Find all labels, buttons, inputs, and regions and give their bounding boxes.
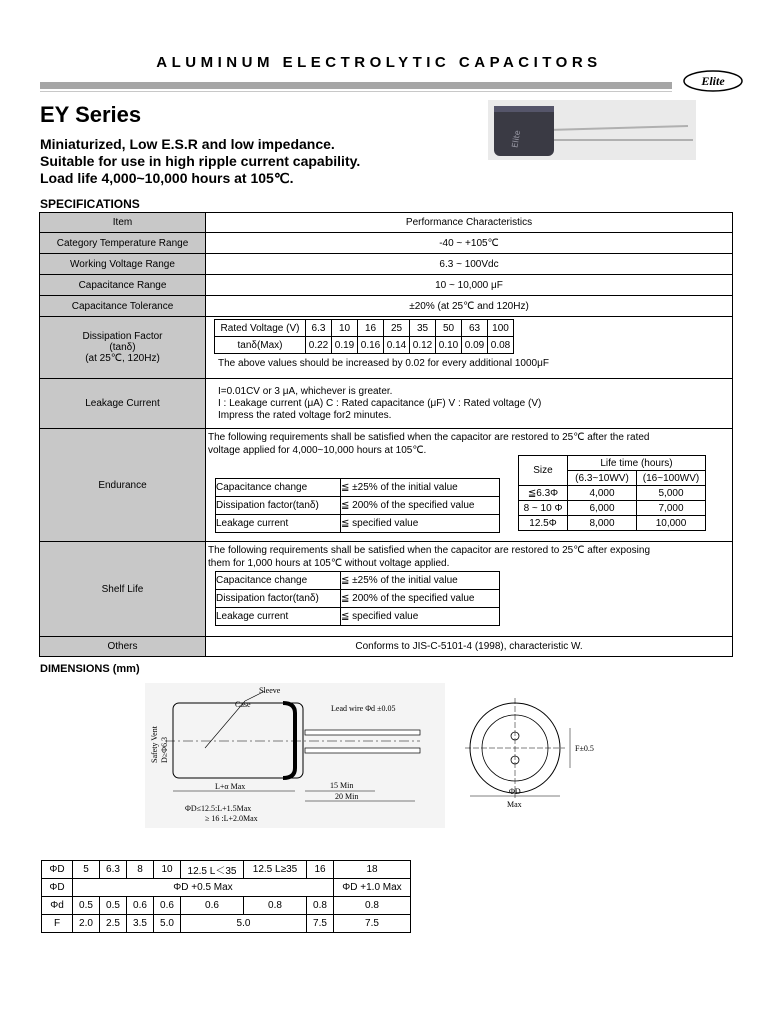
df-label: (tanδ) xyxy=(109,342,136,353)
life-cell: 12.5Φ xyxy=(519,516,568,531)
dim-cell: 18 xyxy=(334,861,411,879)
life-cell: 8,000 xyxy=(568,516,637,531)
header-item: Item xyxy=(40,213,206,233)
dim-row xyxy=(42,915,411,933)
dim-cell: 0.8 xyxy=(307,897,334,915)
endurance-requirements xyxy=(215,478,500,533)
document-title: ALUMINUM ELECTROLYTIC CAPACITORS xyxy=(156,54,602,71)
feature-line: Load life 4,000~10,000 hours at 105℃. xyxy=(40,170,294,186)
specifications-table xyxy=(39,212,733,657)
leakage-value xyxy=(206,379,733,429)
dim-cell: 16 xyxy=(307,861,334,879)
endurance-text: The following requirements shall be satisfied when the capacitor are restored to 25℃ after the rated xyxy=(208,432,650,443)
diameter-label: ΦD xyxy=(509,787,521,796)
tan-cell: 0.19 xyxy=(332,337,358,354)
leakage-line: I : Leakage current (μA) C : Rated capacitance (μF) V : Rated voltage (V) xyxy=(218,397,542,409)
safety-vent-label: Safety Vent xyxy=(150,726,159,763)
endurance-item: Endurance xyxy=(40,429,206,542)
spec-row xyxy=(40,296,733,317)
req-value: ≦ 200% of the specified value xyxy=(341,590,500,608)
dim-cell: 5 xyxy=(73,861,100,879)
dim-row xyxy=(42,879,411,897)
tan-cell: 0.10 xyxy=(436,337,462,354)
header-rule xyxy=(40,82,672,89)
dim-cell: 8 xyxy=(127,861,154,879)
req-value: ≦ 200% of the specified value xyxy=(341,497,500,515)
tan-delta-label: tanδ(Max) xyxy=(215,337,306,354)
pitch-label: F±0.5 xyxy=(575,744,594,753)
dim-cell: 7.5 xyxy=(307,915,334,933)
vent-size-label: D≥Φ6.3 xyxy=(160,736,169,763)
req-label: Capacitance change xyxy=(216,572,341,590)
dim-cell: ΦD +1.0 Max xyxy=(334,879,411,897)
leakage-line: I=0.01CV or 3 μA, whichever is greater. xyxy=(218,385,393,397)
others-row xyxy=(40,637,733,657)
tan-delta-table xyxy=(214,319,514,354)
df-label: (at 25℃, 120Hz) xyxy=(85,353,160,364)
dim-cell: 7.5 xyxy=(334,915,411,933)
life-cell: 6,000 xyxy=(568,501,637,516)
shelf-requirements xyxy=(215,571,500,626)
dim-cell: 5.0 xyxy=(154,915,181,933)
spec-row xyxy=(40,254,733,275)
dim-row xyxy=(42,897,411,915)
spec-value: 6.3 ~ 100Vdc xyxy=(206,254,733,275)
spec-item: Capacitance Tolerance xyxy=(40,296,206,317)
life-time-table xyxy=(518,455,706,531)
dim-cell: 5.0 xyxy=(181,915,307,933)
diameter-max-label: Max xyxy=(507,800,522,809)
lead-wire-top xyxy=(305,730,420,735)
req-label: Dissipation factor(tanδ) xyxy=(216,497,341,515)
lead-wire-bottom xyxy=(305,748,420,753)
dissipation-factor-value xyxy=(206,317,733,379)
req-label: Leakage current xyxy=(216,608,341,626)
tan-cell: 0.16 xyxy=(358,337,384,354)
rv-cell: 63 xyxy=(462,320,488,337)
rv-cell: 10 xyxy=(332,320,358,337)
others-item: Others xyxy=(40,637,206,657)
lead-wire-label: Lead wire Φd ±0.05 xyxy=(331,704,396,713)
life-time-header: Life time (hours) xyxy=(568,456,706,471)
dim-cell: 0.6 xyxy=(181,897,244,915)
dim-cell: 0.8 xyxy=(334,897,411,915)
dissipation-factor-row xyxy=(40,317,733,379)
capacitor-photo xyxy=(488,100,696,160)
shelf-text: them for 1,000 hours at 105℃ without voltage applied. xyxy=(208,558,450,569)
req-value: ≦ specified value xyxy=(341,608,500,626)
dimensions-table xyxy=(41,860,411,933)
life-cell: 4,000 xyxy=(568,486,637,501)
svg-text:Elite: Elite xyxy=(510,129,523,149)
dim-cell: ΦD xyxy=(42,861,73,879)
dim-cell: 3.5 xyxy=(127,915,154,933)
others-value: Conforms to JIS-C-5101-4 (1998), characteristic W. xyxy=(206,637,733,657)
rated-voltage-label: Rated Voltage (V) xyxy=(215,320,306,337)
rv-cell: 50 xyxy=(436,320,462,337)
elite-logo xyxy=(683,70,743,92)
spec-item: Working Voltage Range xyxy=(40,254,206,275)
dim-cell: 6.3 xyxy=(100,861,127,879)
rv-cell: 100 xyxy=(488,320,514,337)
leakage-item: Leakage Current xyxy=(40,379,206,429)
spec-row xyxy=(40,275,733,296)
dim-cell: ΦD xyxy=(42,879,73,897)
length-label: L+α Max xyxy=(215,782,246,791)
dim-cell: 2.0 xyxy=(73,915,100,933)
spec-item: Capacitance Range xyxy=(40,275,206,296)
feature-line: Miniaturized, Low E.S.R and low impedance. xyxy=(40,136,335,152)
df-note: The above values should be increased by 0.02 for every additional 1000μF xyxy=(218,358,549,369)
req-label: Capacitance change xyxy=(216,479,341,497)
req-value: ≦ ±25% of the initial value xyxy=(341,572,500,590)
rv-cell: 6.3 xyxy=(306,320,332,337)
endurance-value xyxy=(206,429,733,542)
dim-cell: 12.5 L≥35 xyxy=(244,861,307,879)
spec-value: ±20% (at 25℃ and 120Hz) xyxy=(206,296,733,317)
dim-cell: 0.5 xyxy=(73,897,100,915)
req-label: Leakage current xyxy=(216,515,341,533)
leakage-row xyxy=(40,379,733,429)
tan-cell: 0.08 xyxy=(488,337,514,354)
sleeve-label: Sleeve xyxy=(259,686,281,695)
dim-cell: 0.5 xyxy=(100,897,127,915)
length-note-2: ≥ 16 :L+2.0Max xyxy=(205,814,258,823)
length-note-1: ΦD≤12.5:L+1.5Max xyxy=(185,804,252,813)
spec-row xyxy=(40,233,733,254)
spec-item: Category Temperature Range xyxy=(40,233,206,254)
shelf-life-value xyxy=(206,542,733,637)
series-title: EY Series xyxy=(40,102,142,127)
dim-cell: 0.6 xyxy=(127,897,154,915)
specifications-heading: SPECIFICATIONS xyxy=(40,197,140,211)
endurance-tables xyxy=(208,457,732,539)
tan-cell: 0.09 xyxy=(462,337,488,354)
rv-cell: 16 xyxy=(358,320,384,337)
dimension-drawing xyxy=(145,683,595,828)
life-cell: 7,000 xyxy=(637,501,706,516)
shelf-life-row xyxy=(40,542,733,637)
endurance-text: voltage applied for 4,000~10,000 hours at 105℃. xyxy=(208,445,427,456)
life-cell: 8 ~ 10 Φ xyxy=(519,501,568,516)
dim-cell: 0.6 xyxy=(154,897,181,915)
dim-cell: 10 xyxy=(154,861,181,879)
req-label: Dissipation factor(tanδ) xyxy=(216,590,341,608)
tan-cell: 0.22 xyxy=(306,337,332,354)
dim-cell: ΦD +0.5 Max xyxy=(73,879,334,897)
header-rule-thin xyxy=(40,91,672,92)
spec-value: 10 ~ 10,000 μF xyxy=(206,275,733,296)
dim-row xyxy=(42,861,411,879)
tan-cell: 0.14 xyxy=(384,337,410,354)
feature-line: Suitable for use in high ripple current capability. xyxy=(40,153,361,169)
leakage-line: Impress the rated voltage for2 minutes. xyxy=(218,409,392,421)
size-header: Size xyxy=(519,456,568,486)
tan-cell: 0.12 xyxy=(410,337,436,354)
svg-text:Elite: Elite xyxy=(701,74,725,88)
dim-cell: F xyxy=(42,915,73,933)
spec-header-row xyxy=(40,213,733,233)
life-cell: 5,000 xyxy=(637,486,706,501)
wv-header: (6.3~10WV) xyxy=(568,471,637,486)
dimensions-heading: DIMENSIONS (mm) xyxy=(40,663,140,675)
rv-cell: 35 xyxy=(410,320,436,337)
life-cell: ≦6.3Φ xyxy=(519,486,568,501)
spec-value: -40 ~ +105℃ xyxy=(206,233,733,254)
req-value: ≦ specified value xyxy=(341,515,500,533)
dim-cell: 0.8 xyxy=(244,897,307,915)
req-value: ≦ ±25% of the initial value xyxy=(341,479,500,497)
df-label: Dissipation Factor xyxy=(82,331,163,342)
dissipation-factor-item xyxy=(40,317,206,379)
case-label: Case xyxy=(235,700,251,709)
lead-15-label: 15 Min xyxy=(330,781,354,790)
dim-cell: 2.5 xyxy=(100,915,127,933)
shelf-life-item: Shelf Life xyxy=(40,542,206,637)
rv-cell: 25 xyxy=(384,320,410,337)
dim-cell: 12.5 L＜35 xyxy=(181,861,244,879)
endurance-row xyxy=(40,429,733,542)
life-cell: 10,000 xyxy=(637,516,706,531)
wv-header: (16~100WV) xyxy=(637,471,706,486)
dim-cell: Φd xyxy=(42,897,73,915)
header-performance: Performance Characteristics xyxy=(206,213,733,233)
lead-20-label: 20 Min xyxy=(335,792,359,801)
shelf-text: The following requirements shall be satisfied when the capacitor are restored to 25℃ after exposing xyxy=(208,545,651,556)
